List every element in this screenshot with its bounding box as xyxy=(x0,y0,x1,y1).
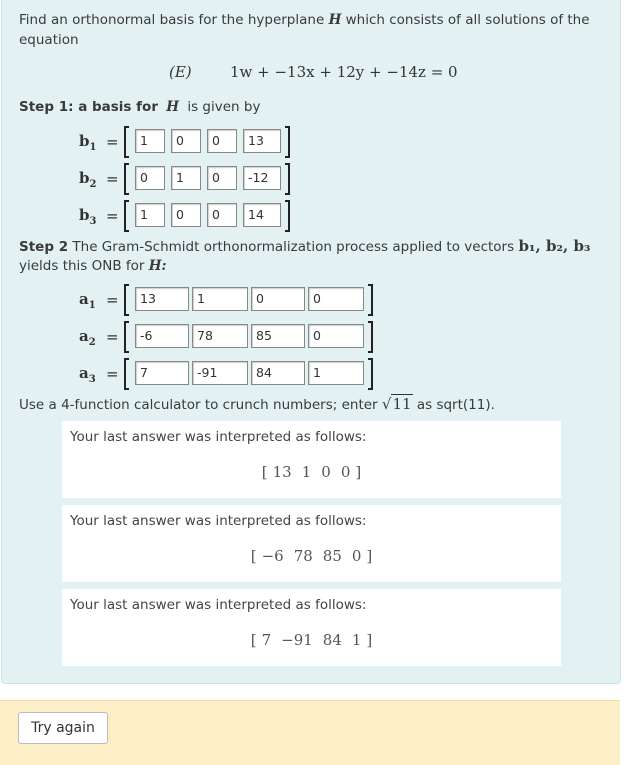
step2-text2: yields this ONB for xyxy=(19,258,145,274)
a3-entry-3[interactable]: 84 xyxy=(251,361,305,385)
try-again-button[interactable]: Try again xyxy=(18,712,108,744)
a2-entry-1[interactable]: -6 xyxy=(135,324,189,348)
feedback-card-3 xyxy=(62,589,561,666)
feedback-caption: Your last answer was interpreted as follows: xyxy=(70,597,367,613)
hint-sqrt: √11 xyxy=(381,395,412,413)
a1-bracket-left xyxy=(124,284,129,316)
b2-equals: = xyxy=(106,170,119,188)
step1-label: Step 1: a basis for xyxy=(19,99,158,115)
a1-bracket-right xyxy=(368,284,373,316)
b1-bracket-right xyxy=(285,126,290,158)
equation: 1w + −13x + 12y + −14z = 0 xyxy=(230,63,458,81)
b1-entry-1[interactable]: 1 xyxy=(135,129,165,153)
b2-entry-3[interactable]: 0 xyxy=(207,166,237,190)
a2-entry-2[interactable]: 78 xyxy=(192,324,248,348)
a2-entry-4[interactable]: 0 xyxy=(308,324,364,348)
a3-bracket-left xyxy=(124,358,129,390)
a3-label: $a_3$ xyxy=(79,364,96,385)
b3-label: $b_3$ xyxy=(79,206,97,227)
feedback-vector: [ 13 1 0 0 ] xyxy=(261,463,362,481)
b3-entry-2[interactable]: 0 xyxy=(171,203,201,227)
a2-bracket-left xyxy=(124,321,129,353)
hint-suffix: as sqrt(11). xyxy=(416,397,495,413)
a1-entry-4[interactable]: 0 xyxy=(308,287,364,311)
feedback-card-1 xyxy=(62,421,561,498)
a3-bracket-right xyxy=(368,358,373,390)
feedback-vector: [ 7 −91 84 1 ] xyxy=(250,631,373,649)
a2-label: $a_2$ xyxy=(79,327,96,348)
a1-equals: = xyxy=(106,291,119,309)
a1-entry-3[interactable]: 0 xyxy=(251,287,305,311)
question-line1: Find an orthonormal basis for the hyperplane xyxy=(19,12,325,28)
a3-equals: = xyxy=(106,365,119,383)
step2-label: Step 2 xyxy=(19,239,69,255)
question-text xyxy=(19,10,609,30)
a1-entry-2[interactable]: 1 xyxy=(192,287,248,311)
question-line2: equation xyxy=(19,32,79,48)
equation-label: (E) xyxy=(169,63,192,81)
question-var-h: H xyxy=(328,12,342,28)
b3-equals: = xyxy=(106,207,119,225)
feedback-caption: Your last answer was interpreted as follows: xyxy=(70,513,367,529)
b1-label: $b_1$ xyxy=(79,132,97,153)
footer-bar xyxy=(0,700,620,765)
b3-bracket-left xyxy=(124,200,129,232)
b3-entry-4[interactable]: 14 xyxy=(243,203,281,227)
a2-entry-3[interactable]: 85 xyxy=(251,324,305,348)
b1-entry-2[interactable]: 0 xyxy=(171,129,201,153)
step2-var: H: xyxy=(148,258,167,274)
question-line1b: which consists of all solutions of the xyxy=(345,12,590,28)
b3-entry-1[interactable]: 1 xyxy=(135,203,165,227)
b1-bracket-left xyxy=(124,126,129,158)
hint-main: Use a 4-function calculator to crunch numbers; enter xyxy=(19,397,378,413)
b2-entry-4[interactable]: -12 xyxy=(243,166,281,190)
a3-entry-2[interactable]: -91 xyxy=(192,361,248,385)
feedback-caption: Your last answer was interpreted as follows: xyxy=(70,429,367,445)
feedback-card-2 xyxy=(62,505,561,582)
b1-entry-3[interactable]: 0 xyxy=(207,129,237,153)
step2-text: The Gram-Schmidt orthonormalization process applied to vectors xyxy=(72,239,515,255)
b3-bracket-right xyxy=(285,200,290,232)
step2-heading xyxy=(19,236,609,257)
step2-line2 xyxy=(19,256,167,276)
b2-label: $b_2$ xyxy=(79,169,97,190)
hint-text xyxy=(19,394,609,415)
b2-entry-2[interactable]: 1 xyxy=(171,166,201,190)
question-panel xyxy=(1,0,621,684)
b2-bracket-left xyxy=(124,163,129,195)
step1-var: H xyxy=(166,99,180,115)
b3-entry-3[interactable]: 0 xyxy=(207,203,237,227)
step2-vecs: b₁, b₂, b₃ xyxy=(518,237,591,255)
a3-entry-4[interactable]: 1 xyxy=(308,361,364,385)
b1-entry-4[interactable]: 13 xyxy=(243,129,281,153)
a1-entry-1[interactable]: 13 xyxy=(135,287,189,311)
step1-suffix: is given by xyxy=(187,99,261,115)
a3-entry-1[interactable]: 7 xyxy=(135,361,189,385)
a1-label: $a_1$ xyxy=(79,290,96,311)
step1-heading xyxy=(19,97,260,117)
a2-bracket-right xyxy=(368,321,373,353)
b2-bracket-right xyxy=(285,163,290,195)
a2-equals: = xyxy=(106,328,119,346)
b2-entry-1[interactable]: 0 xyxy=(135,166,165,190)
b1-equals: = xyxy=(106,133,119,151)
feedback-vector: [ −6 78 85 0 ] xyxy=(250,547,373,565)
